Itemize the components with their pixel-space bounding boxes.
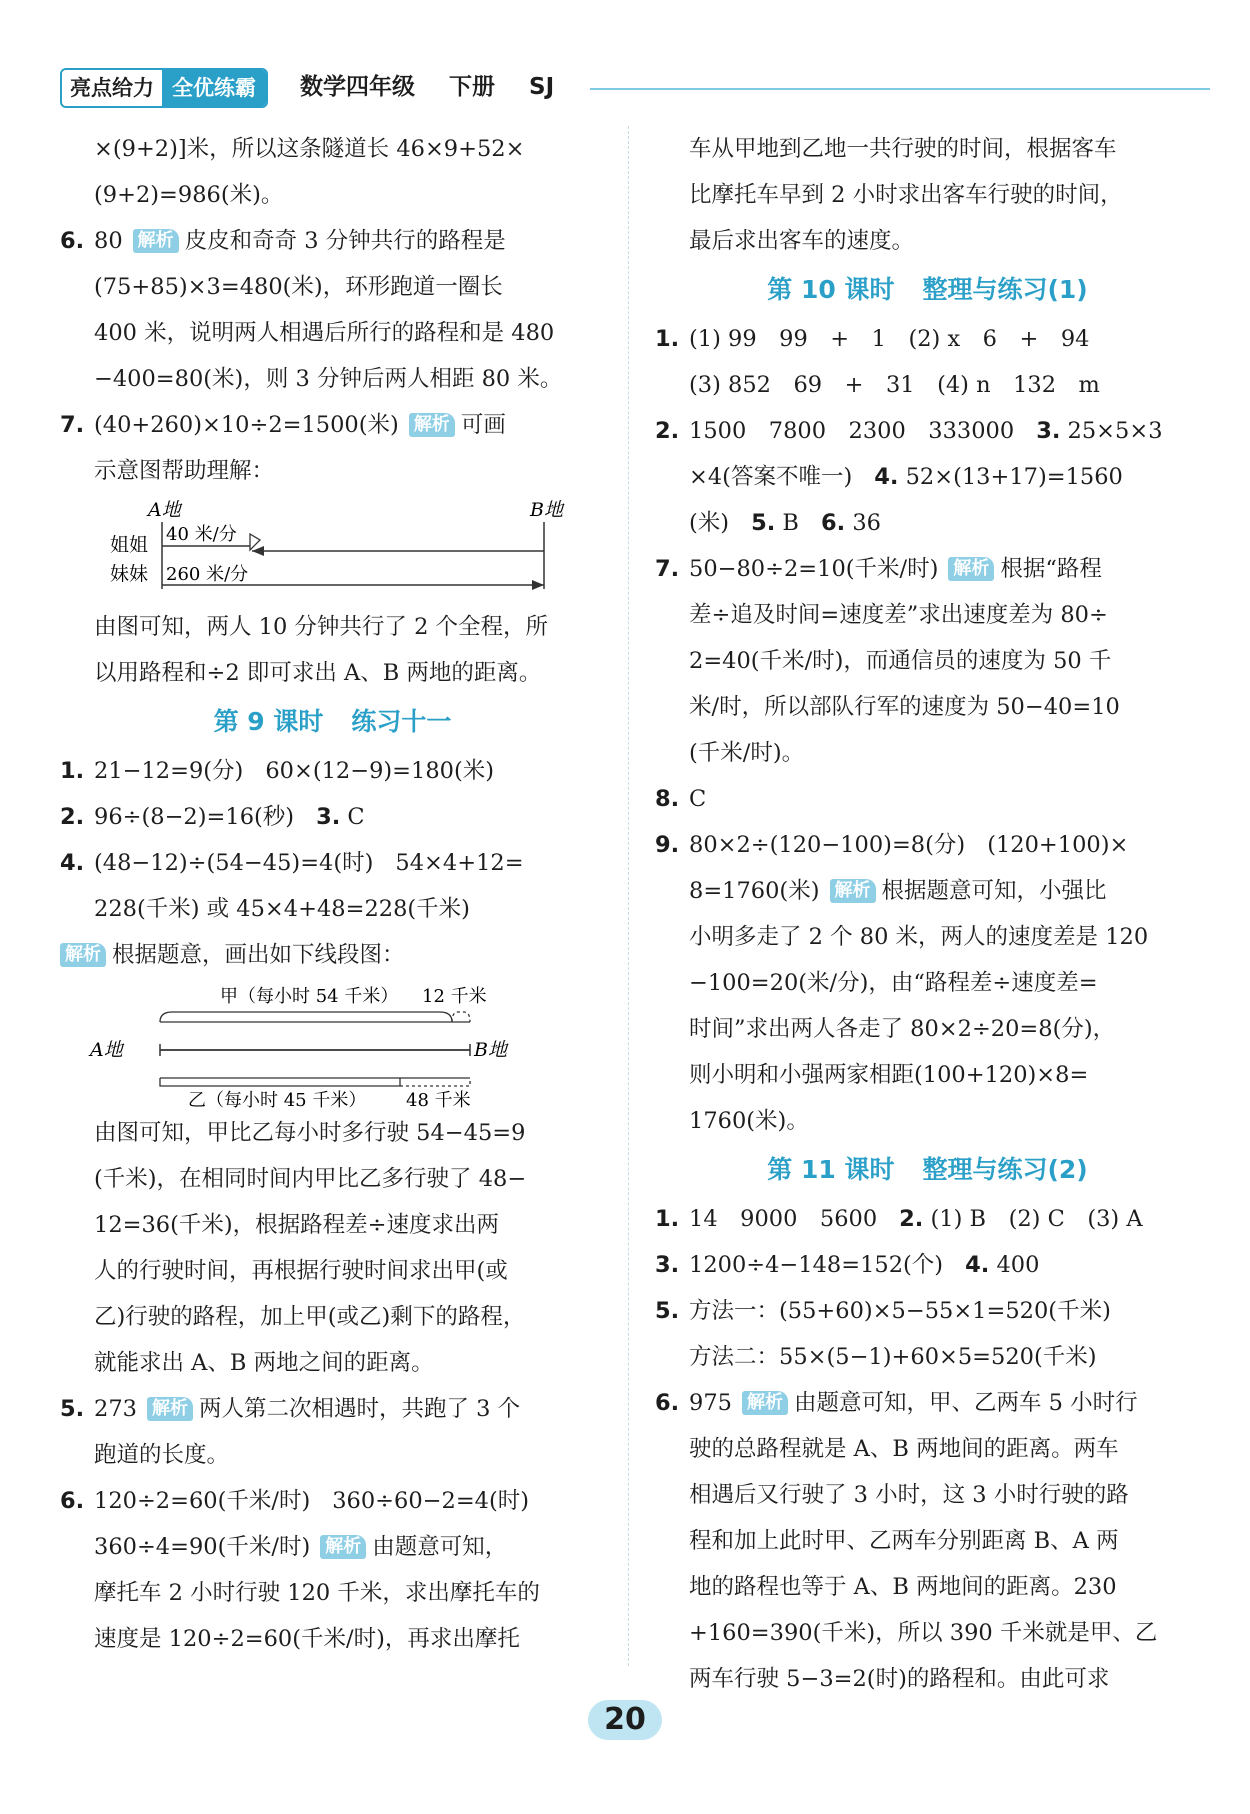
- answer-10-7: 7. 50−80÷2=10(千米/时) 解析 根据“路程: [655, 556, 1102, 582]
- segment-diagram: [60, 978, 605, 1110]
- diagram2-top-brace-main: [160, 1012, 452, 1022]
- text-line: 则小明和小强两家相距(100+120)×8=: [689, 1062, 1089, 1088]
- answer-9-2: 2. 96÷(8−2)=16(秒) 3. C: [60, 804, 365, 830]
- text-line: 由图可知，两人 10 分钟共行了 2 个全程，所: [94, 614, 549, 640]
- text-line: ×(9+2)]米，所以这条隧道长 46×9+52×: [94, 136, 525, 162]
- diagram2-bottom-label: 乙（每小时 45 千米）: [188, 1090, 367, 1110]
- section-title-10: 第 10 课时 整理与练习(1): [767, 275, 1088, 304]
- diagram2-top-brace-extra: [452, 1012, 470, 1022]
- text-line: ×4(答案不唯一) 4. 52×(13+17)=1560: [689, 464, 1123, 490]
- meeting-diagram: [60, 494, 605, 604]
- text-line: 人的行驶时间，再根据行驶时间求出甲(或: [94, 1258, 508, 1284]
- answer-10-9: 9. 80×2÷(120−100)=8(分) (120+100)×: [655, 832, 1129, 858]
- text-line: 相遇后又行驶了 3 小时，这 3 小时行驶的路: [689, 1482, 1129, 1508]
- arrow-right-icon: [532, 580, 544, 590]
- answer-11-5: 5. 方法一：(55+60)×5−55×1=520(千米): [655, 1298, 1111, 1324]
- text-line: (9+2)=986(米)。: [94, 182, 284, 208]
- text-line: −100=20(米/分)，由“路程差÷速度差=: [689, 970, 1098, 996]
- text-line: 由图可知，甲比乙每小时多行驶 54−45=9: [94, 1120, 526, 1146]
- diagram2-b-label: B地: [474, 1039, 507, 1061]
- text-line: (3) 852 69 + 31 (4) n 132 m: [689, 372, 1100, 398]
- page-header: [60, 68, 1210, 108]
- diagram2-bottom-extra: 48 千米: [406, 1090, 471, 1110]
- text-line: 以用路程和÷2 即可求出 A、B 两地的距离。: [94, 660, 542, 686]
- diagram1-row2-speed: 260 米/分: [166, 564, 249, 585]
- left-column: [60, 126, 605, 1662]
- diagram1-row1-name: 姐姐: [110, 534, 149, 556]
- analysis-tag: 解析: [147, 1397, 193, 1421]
- diagram1-row1-speed: 40 米/分: [166, 524, 237, 545]
- text-line: 差÷追及时间=速度差”求出速度差为 80÷: [689, 602, 1108, 628]
- text-line: 解析 根据题意，画出如下线段图：: [60, 932, 605, 978]
- answer-7: 7. (40+260)×10÷2=1500(米) 解析 可画: [60, 412, 506, 438]
- text-line: (米) 5. B 6. 36: [689, 510, 881, 536]
- text-line: 驶的总路程就是 A、B 两地间的距离。两车: [689, 1436, 1119, 1462]
- text-line: (千米/时)。: [689, 740, 805, 766]
- diagram1-b-label: B地: [530, 499, 563, 521]
- analysis-tag: 解析: [830, 879, 876, 903]
- text-line: 米/时，所以部队行军的速度为 50−40=10: [689, 694, 1120, 720]
- diagram2-top-extra: 12 千米: [422, 986, 487, 1007]
- text-line: (千米)，在相同时间内甲比乙多行驶了 48−: [94, 1166, 527, 1192]
- subject: 数学四年级: [300, 74, 415, 100]
- answer-9-5: 5. 273 解析 两人第二次相遇时，共跑了 3 个: [60, 1396, 521, 1422]
- text-line: +160=390(千米)，所以 390 千米就是甲、乙: [689, 1620, 1158, 1646]
- brand-right: 全优练霸: [162, 70, 266, 106]
- analysis-tag: 解析: [60, 943, 106, 967]
- analysis-tag: 解析: [320, 1535, 366, 1559]
- text-line: 最后求出客车的速度。: [689, 228, 915, 254]
- analysis-tag: 解析: [742, 1391, 788, 1415]
- analysis-tag: 解析: [948, 557, 994, 581]
- text-line: 速度是 120÷2=60(千米/时)，再求出摩托: [94, 1626, 520, 1652]
- diagram2-bottom-brace-main: [160, 1078, 400, 1086]
- text-line: 360÷4=90(千米/时) 解析 由题意可知，: [94, 1534, 508, 1560]
- brand-badge: [60, 68, 268, 108]
- text-line: 乙)行驶的路程，加上甲(或乙)剩下的路程，: [94, 1304, 526, 1330]
- answer-11-3: 3. 1200÷4−148=152(个) 4. 400: [655, 1252, 1040, 1278]
- text-line: 跑道的长度。: [94, 1442, 230, 1468]
- header-info: [300, 68, 580, 106]
- section-title-9: 第 9 课时 练习十一: [213, 707, 452, 736]
- text-line: 两车行驶 5−3=2(时)的路程和。由此可求: [689, 1666, 1110, 1692]
- arrow-left-icon: [252, 546, 264, 556]
- brand-left: 亮点给力: [62, 70, 162, 106]
- right-column: [655, 126, 1200, 1702]
- diagram2-top-label: 甲（每小时 54 千米）: [220, 986, 399, 1007]
- text-line: 摩托车 2 小时行驶 120 千米，求出摩托车的: [94, 1580, 540, 1606]
- flag-icon: [250, 534, 260, 550]
- volume: 下册: [449, 74, 496, 100]
- text-line: 时间”求出两人各走了 80×2÷20=8(分)，: [689, 1016, 1116, 1042]
- diagram2-bottom-brace-extra: [400, 1078, 470, 1086]
- text-line: 地的路程也等于 A、B 两地间的距离。230: [689, 1574, 1117, 1600]
- text-line: 1760(米)。: [689, 1108, 809, 1134]
- diagram1-a-label: A地: [148, 499, 181, 521]
- answer-9-4: 4. (48−12)÷(54−45)=4(时) 54×4+12=: [60, 850, 524, 876]
- text-line: 400 米，说明两人相遇后所行的路程和是 480: [94, 320, 555, 346]
- page-number: 20: [0, 1700, 1250, 1740]
- analysis-tag: 解析: [133, 229, 179, 253]
- answer-11-6: 6. 975 解析 由题意可知，甲、乙两车 5 小时行: [655, 1390, 1138, 1416]
- text-line: 就能求出 A、B 两地之间的距离。: [94, 1350, 434, 1376]
- edition: SJ: [529, 74, 555, 100]
- text-line: 示意图帮助理解：: [94, 458, 275, 484]
- answer-9-6: 6. 120÷2=60(千米/时) 360÷60−2=4(时): [60, 1488, 530, 1514]
- answer-10-1: 1. (1) 99 99 + 1 (2) x 6 + 94: [655, 326, 1090, 352]
- answer-6: 6. 80 解析 皮皮和奇奇 3 分钟共行的路程是: [60, 228, 506, 254]
- analysis-tag: 解析: [409, 413, 455, 437]
- answer-10-2: 2. 1500 7800 2300 333000 3. 25×5×3: [655, 418, 1163, 444]
- text-line: 8=1760(米) 解析 根据题意可知，小强比: [689, 878, 1107, 904]
- answer-10-8: 8. C: [655, 786, 707, 812]
- text-line: 程和加上此时甲、乙两车分别距离 B、A 两: [689, 1528, 1119, 1554]
- answer-11-1: 1. 14 9000 5600 2. (1) B (2) C (3) A: [655, 1206, 1143, 1232]
- text-line: 2=40(千米/时)，而通信员的速度为 50 千: [689, 648, 1112, 674]
- header-rule: [590, 88, 1210, 90]
- section-title-11: 第 11 课时 整理与练习(2): [767, 1155, 1088, 1184]
- column-divider: [628, 126, 629, 1666]
- text-line: (75+85)×3=480(米)，环形跑道一圈长: [94, 274, 503, 300]
- diagram1-row2-name: 妹妹: [110, 563, 149, 585]
- text-line: 12=36(千米)，根据路程差÷速度求出两: [94, 1212, 500, 1238]
- text-line: 228(千米) 或 45×4+48=228(千米): [94, 896, 470, 922]
- text-line: 车从甲地到乙地一共行驶的时间，根据客车: [689, 136, 1117, 162]
- text-line: 方法二：55×(5−1)+60×5=520(千米): [689, 1344, 1097, 1370]
- text-line: 比摩托车早到 2 小时求出客车行驶的时间，: [689, 182, 1123, 208]
- text-line: 小明多走了 2 个 80 米，两人的速度差是 120: [689, 924, 1149, 950]
- answer-9-1: 1. 21−12=9(分) 60×(12−9)=180(米): [60, 758, 495, 784]
- text-line: −400=80(米)，则 3 分钟后两人相距 80 米。: [94, 366, 563, 392]
- diagram2-a-label: A地: [90, 1039, 123, 1061]
